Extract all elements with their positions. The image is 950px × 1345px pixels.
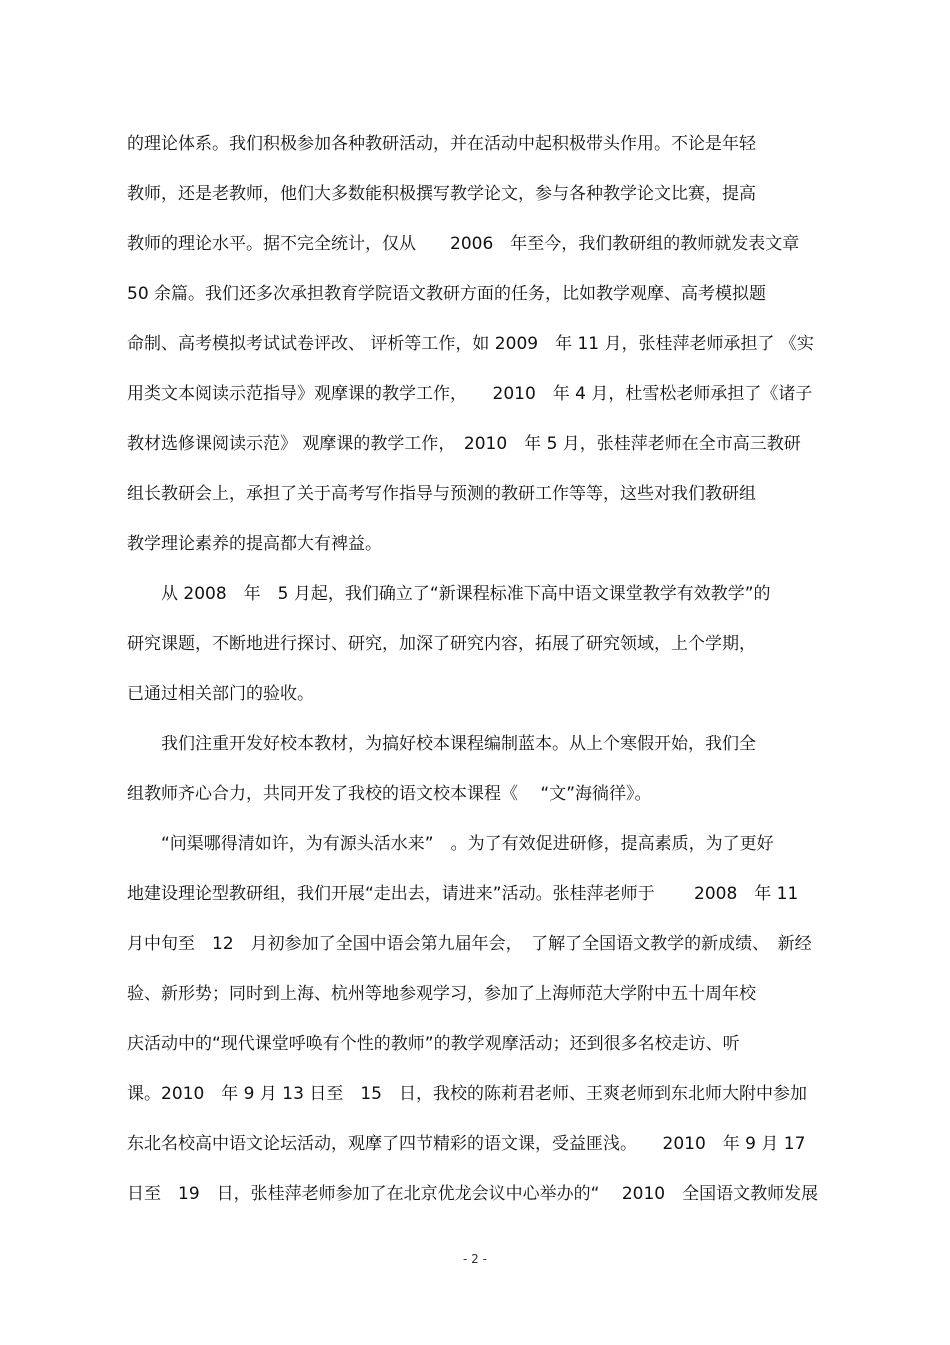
body-line: 课。2010 年 9 月 13 日至 15 日，我校的陈莉君老师、王爽老师到东北师大附中参加	[127, 1084, 807, 1104]
body-line: 从 2008 年 5 月起，我们确立了“新课程标准下高中语文课堂教学有效教学”的	[127, 584, 771, 604]
body-line: 我们注重开发好校本教材，为搞好校本课程编制蓝本。从上个寒假开始，我们全	[127, 734, 756, 754]
body-line: 命制、高考模拟考试试卷评改、 评析等工作，如 2009 年 11 月，张桂萍老师承担了 《实	[127, 334, 814, 354]
body-line: 组长教研会上，承担了关于高考写作指导与预测的教研工作等等，这些对我们教研组	[127, 484, 756, 504]
body-line: 研究课题，不断地进行探讨、研究，加深了研究内容，拓展了研究领域，上个学期，	[127, 634, 756, 654]
body-line: 用类文本阅读示范指导》观摩课的教学工作， 2010 年 4 月，杜雪松老师承担了《诸子	[127, 384, 813, 404]
body-line: 月中旬至 12 月初参加了全国中语会第九届年会， 了解了全国语文教学的新成绩、 新经	[127, 934, 812, 954]
body-line: 教材选修课阅读示范》 观摩课的教学工作， 2010 年 5 月，张桂萍老师在全市高三教研	[127, 434, 801, 454]
body-line: 验、新形势；同时到上海、杭州等地参观学习，参加了上海师范大学附中五十周年校	[127, 984, 756, 1004]
body-line: 已通过相关部门的验收。	[127, 684, 314, 704]
body-line: 东北名校高中语文论坛活动，观摩了四节精彩的语文课，受益匪浅。 2010 年 9 月 17	[127, 1134, 806, 1154]
body-line: “问渠哪得清如许，为有源头活水来” 。为了有效促进研修，提高素质，为了更好	[127, 834, 774, 854]
body-line: 教学理论素养的提高都大有裨益。	[127, 534, 382, 554]
body-line: 教师的理论水平。据不完全统计，仅从 2006 年至今，我们教研组的教师就发表文章	[127, 234, 800, 254]
body-line: 的理论体系。我们积极参加各种教研活动，并在活动中起积极带头作用。不论是年轻	[127, 134, 756, 154]
page-number: - 2 -	[463, 1252, 487, 1266]
body-line: 庆活动中的“现代课堂呼唤有个性的教师”的教学观摩活动；还到很多名校走访、听	[127, 1034, 740, 1054]
body-line: 教师，还是老教师，他们大多数能积极撰写教学论文，参与各种教学论文比赛，提高	[127, 184, 756, 204]
body-line: 50 余篇。我们还多次承担教育学院语文教研方面的任务，比如教学观摩、高考模拟题	[127, 284, 767, 304]
body-line: 组教师齐心合力，共同开发了我校的语文校本课程《 “文”海徜徉》。	[127, 784, 652, 804]
body-line: 地建设理论型教研组，我们开展“走出去，请进来”活动。张桂萍老师于 2008 年 11	[127, 884, 799, 904]
body-line: 日至 19 日，张桂萍老师参加了在北京优龙会议中心举办的“ 2010 全国语文教师发展	[127, 1184, 819, 1204]
